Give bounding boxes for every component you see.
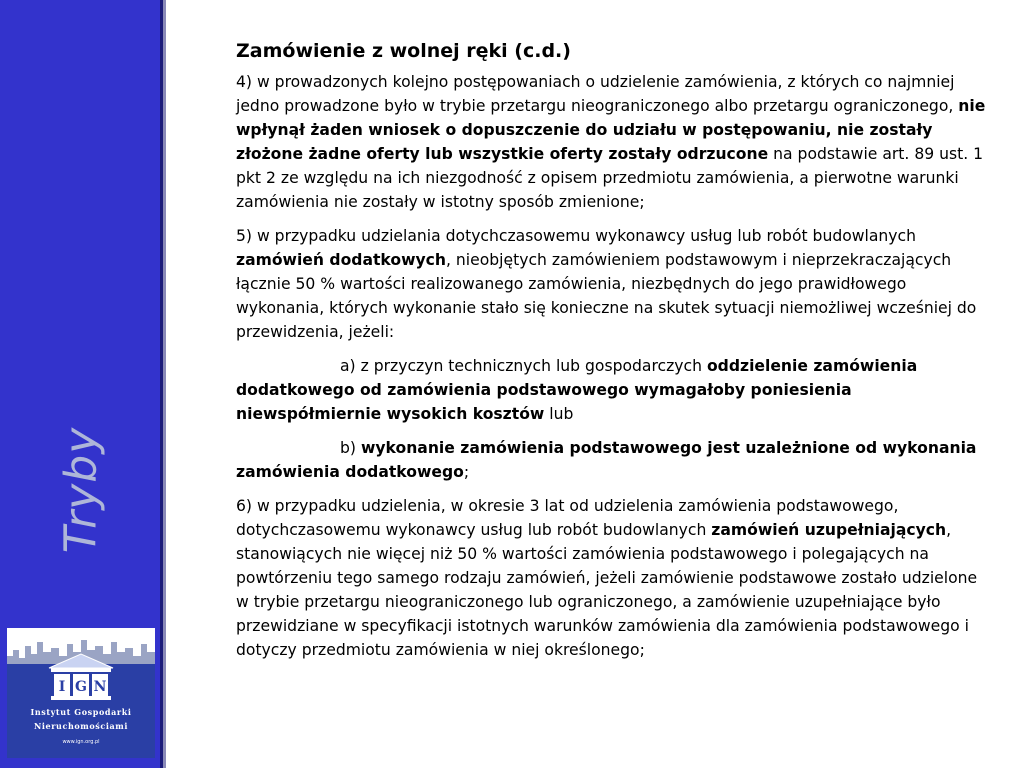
logo-letter-1: I (58, 679, 66, 695)
ign-logo (7, 628, 155, 758)
paragraph-5-bold: zamówień dodatkowych (236, 251, 447, 269)
paragraph-5a-bold: oddzielenie zamówienia dodatkowego od zamówienia podstawowego wymagałoby poniesienia niewspółmiernie wysokich kosztów (236, 357, 918, 423)
logo-letter-2: G (75, 679, 87, 695)
logo-url: www.ign.org.pl (62, 739, 100, 745)
paragraph-4-text-1: 4) w prowadzonych kolejno postępowaniach o udzielenie zamówienia, z których co najmniej jedno prowadzone było w trybie przetargu nieograniczonego albo przetargu ograniczonego, (236, 73, 959, 115)
paragraph-4-text-2: na podstawie art. 89 ust. 1 pkt 2 ze względu na ich niezgodność z opisem przedmiotu zamówienia, a pierwotne warunki zamówienia nie zostały w istotny sposób zmienione; (236, 145, 984, 211)
paragraph-5b (236, 436, 988, 484)
paragraph-5-text-1: 5) w przypadku udzielania dotychczasowemu wykonawcy usług lub robót budowlanych (236, 227, 916, 245)
logo-text-line1: Instytut Gospodarki (30, 707, 132, 717)
paragraph-4-bold: nie wpłynął żaden wniosek o dopuszczenie do udziału w postępowaniu, nie zostały złożone żadne oferty lub wszystkie oferty zostały odrzucone (236, 97, 986, 163)
paragraph-5-text-2: , nieobjętych zamówieniem podstawowym i nieprzekraczających łącznie 50 % wartości realizowanego zamówienia, niezbędnych do jego prawidłowego wykonania, których wykonanie stało się konieczne na skutek sytuacji niemożliwej wcześniej do przewidzenia, jeżeli: (236, 251, 977, 341)
paragraph-5b-text-2: ; (463, 463, 470, 481)
sidebar-edge (163, 0, 166, 768)
logo-text-line2: Nieruchomościami (34, 721, 128, 731)
paragraph-5a (236, 354, 988, 426)
paragraph-5a-text-2: lub (544, 405, 574, 423)
paragraph-5a-text-1: a) z przyczyn technicznych lub gospodarczych (340, 357, 707, 375)
paragraph-5b-text-1: b) (340, 439, 361, 457)
logo-letter-3: N (93, 679, 107, 695)
paragraph-6 (236, 494, 988, 662)
vertical-section-title: Tryby (55, 426, 107, 554)
slide-heading: Zamówienie z wolnej ręki (c.d.) (236, 40, 571, 62)
paragraph-6-bold: zamówień uzupełniających (711, 521, 947, 539)
paragraph-5b-bold: wykonanie zamówienia podstawowego jest uzależnione od wykonania zamówienia dodatkowego (236, 439, 977, 481)
paragraph-6-text-2: , stanowiących nie więcej niż 50 % wartości zamówienia podstawowego i polegających na powtórzeniu tego samego rodzaju zamówień, jeżeli zamówienie podstawowe zostało udzielone w trybie przetargu nieograniczonego lub ograniczonego, a zamówienie uzupełniające było przewidziane w specyfikacji istotnych warunków zamówienia dla zamówienia podstawowego i dotyczy przedmiotu zamówienia w niej określonego; (236, 521, 978, 659)
sidebar (0, 0, 163, 768)
slide-content (236, 38, 988, 672)
paragraph-6-text-1: 6) w przypadku udzielenia, w okresie 3 lat od udzielenia zamówienia podstawowego, dotychczasowemu wykonawcy usług lub robót budowlanych (236, 497, 899, 539)
paragraph-4 (236, 70, 988, 214)
paragraph-5 (236, 224, 988, 344)
